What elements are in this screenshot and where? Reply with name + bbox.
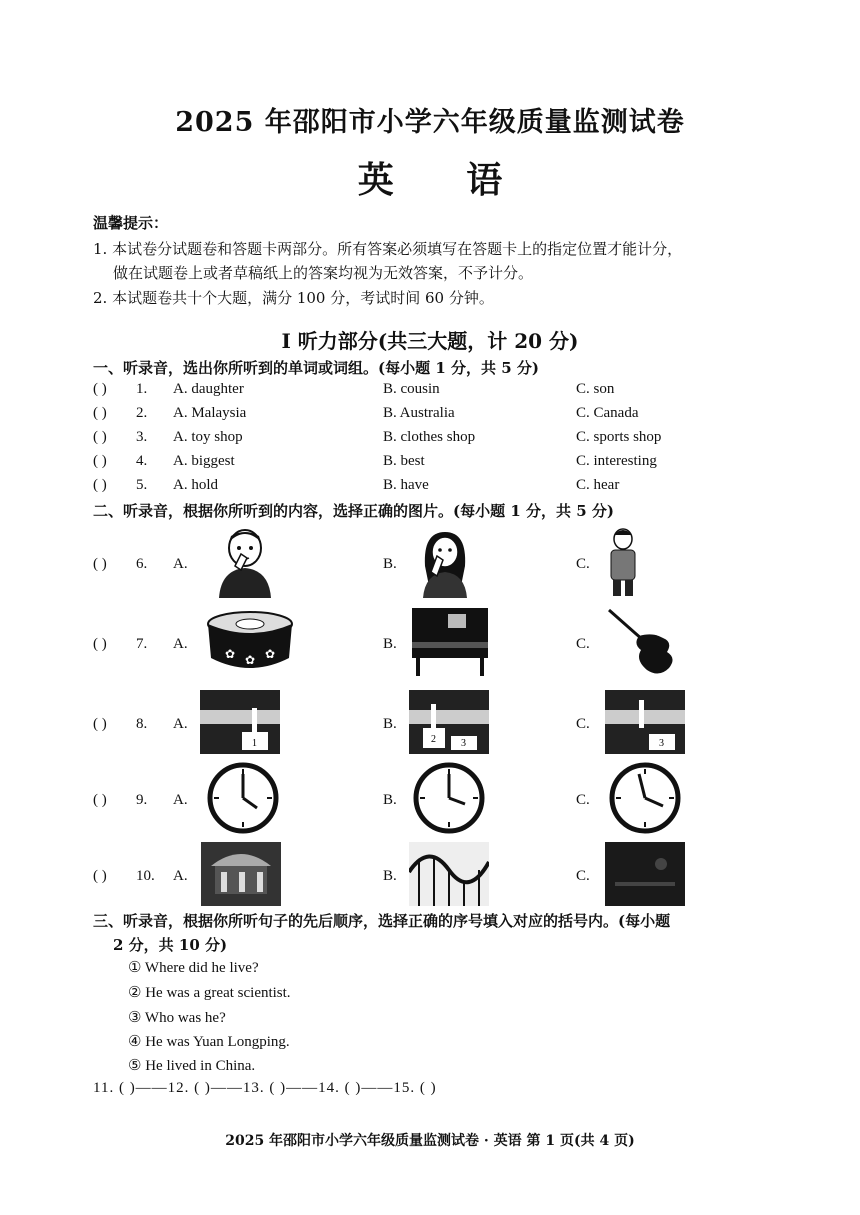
tip-line-1: 1. 本试卷分试题卷和答题卡两部分。所有答案必须填写在答题卡上的指定位置才能计分， <box>93 240 683 258</box>
clock-3-picture[interactable] <box>605 762 685 834</box>
svg-text:✿: ✿ <box>225 647 236 661</box>
answer-paren[interactable]: ( ) <box>93 477 107 493</box>
podium-3-picture[interactable] <box>605 686 685 758</box>
option-c: C. hear <box>576 477 620 493</box>
option-c-label: C. <box>576 636 590 652</box>
picture-question-row <box>93 838 793 910</box>
drum-picture[interactable] <box>205 606 295 678</box>
answer-paren[interactable]: ( ) <box>93 636 107 652</box>
exam-title: 2025 年邵阳市小学六年级质量监测试卷 <box>175 107 685 138</box>
answer-paren[interactable]: ( ) <box>93 453 107 469</box>
option-c: C. sports shop <box>576 429 662 445</box>
question-row <box>93 405 793 429</box>
boy-thinking-picture[interactable] <box>205 526 285 598</box>
option-a: A. biggest <box>173 453 235 469</box>
tip-line-2: 2. 本试题卷共十个大题，满分 100 分，考试时间 60 分钟。 <box>93 289 494 307</box>
option-a: A. Malaysia <box>173 405 247 421</box>
section-3-title-cont: 2 分，共 10 分) <box>113 936 228 954</box>
option-b-label: B. <box>383 792 397 808</box>
question-number: 7. <box>136 636 148 652</box>
option-c: C. Canada <box>576 405 639 421</box>
violin-picture[interactable] <box>603 606 683 678</box>
option-a-label: A. <box>173 636 188 652</box>
svg-text:3: 3 <box>659 738 664 749</box>
question-number: 4. <box>136 453 148 469</box>
dark-room-picture[interactable] <box>605 838 685 910</box>
part-1-title: I 听力部分(共三大题，计 20 分) <box>281 329 579 353</box>
option-c: C. interesting <box>576 453 657 469</box>
section-2-title: 二、听录音，根据你所听到的内容，选择正确的图片。(每小题 1 分，共 5 分) <box>93 502 614 520</box>
section-3-title: 三、听录音，根据你所听句子的先后顺序，选择正确的序号填入对应的括号内。(每小题 <box>93 912 671 930</box>
carousel-picture[interactable] <box>201 838 281 910</box>
option-b: B. cousin <box>383 381 440 397</box>
option-a-label: A. <box>173 556 188 572</box>
sentence-item: ④ He was Yuan Longping. <box>128 1034 290 1050</box>
sentence-item: ① Where did he live? <box>128 960 259 976</box>
podium-1-picture[interactable] <box>200 686 280 758</box>
option-c-label: C. <box>576 556 590 572</box>
option-b: B. best <box>383 453 425 469</box>
tips-heading: 温馨提示： <box>93 214 169 232</box>
answer-paren[interactable]: ( ) <box>93 792 107 808</box>
option-b-label: B. <box>383 556 397 572</box>
piano-picture[interactable] <box>410 606 490 678</box>
svg-text:✿: ✿ <box>265 647 276 661</box>
option-c-label: C. <box>576 716 590 732</box>
option-b-label: B. <box>383 868 397 884</box>
section-1-title: 一、听录音，选出你所听到的单词或词组。(每小题 1 分，共 5 分) <box>93 359 539 377</box>
picture-question-row <box>93 526 793 598</box>
question-row <box>93 381 793 405</box>
picture-question-row <box>93 606 793 678</box>
clock-2-picture[interactable] <box>409 762 489 834</box>
question-number: 1. <box>136 381 148 397</box>
option-c-label: C. <box>576 868 590 884</box>
option-b-label: B. <box>383 716 397 732</box>
question-row <box>93 477 793 501</box>
answer-paren[interactable]: ( ) <box>93 556 107 572</box>
picture-question-row <box>93 762 793 834</box>
option-a: A. daughter <box>173 381 244 397</box>
question-row <box>93 453 793 477</box>
question-number: 8. <box>136 716 148 732</box>
tip-line-1-cont: 做在试题卷上或者草稿纸上的答案均视为无效答案，不予计分。 <box>113 264 534 282</box>
girl-thinking-picture[interactable] <box>405 526 485 598</box>
answer-paren[interactable]: ( ) <box>93 429 107 445</box>
subject-title: 英 语 <box>357 159 533 201</box>
question-number: 9. <box>136 792 148 808</box>
option-a-label: A. <box>173 716 188 732</box>
roller-coaster-picture[interactable] <box>409 838 489 910</box>
page-footer: 2025 年邵阳市小学六年级质量监测试卷 · 英语 第 1 页(共 4 页) <box>225 1133 635 1149</box>
answer-sequence-line[interactable]: 11. ( )——12. ( )——13. ( )——14. ( )——15. ( ) <box>93 1080 437 1096</box>
option-b: B. clothes shop <box>383 429 476 445</box>
question-number: 10. <box>136 868 155 884</box>
option-b: B. Australia <box>383 405 455 421</box>
question-number: 6. <box>136 556 148 572</box>
option-b-label: B. <box>383 636 397 652</box>
sentence-item: ③ Who was he? <box>128 1010 226 1026</box>
podium-2-picture[interactable] <box>409 686 489 758</box>
option-a-label: A. <box>173 868 188 884</box>
answer-paren[interactable]: ( ) <box>93 868 107 884</box>
svg-text:✿: ✿ <box>245 653 256 667</box>
option-a: A. toy shop <box>173 429 243 445</box>
question-number: 5. <box>136 477 148 493</box>
option-c-label: C. <box>576 792 590 808</box>
question-number: 3. <box>136 429 148 445</box>
answer-paren[interactable]: ( ) <box>93 405 107 421</box>
option-b: B. have <box>383 477 429 493</box>
picture-question-row <box>93 686 793 758</box>
svg-text:3: 3 <box>461 738 466 749</box>
option-c: C. son <box>576 381 615 397</box>
sentence-item: ② He was a great scientist. <box>128 985 291 1001</box>
option-a-label: A. <box>173 792 188 808</box>
answer-paren[interactable]: ( ) <box>93 716 107 732</box>
question-number: 2. <box>136 405 148 421</box>
answer-paren[interactable]: ( ) <box>93 381 107 397</box>
svg-text:2: 2 <box>431 734 436 745</box>
question-row <box>93 429 793 453</box>
clock-1-picture[interactable] <box>203 762 283 834</box>
sentence-item: ⑤ He lived in China. <box>128 1058 256 1074</box>
boy-standing-picture[interactable] <box>598 526 648 598</box>
option-a: A. hold <box>173 477 218 493</box>
svg-text:1: 1 <box>252 738 257 749</box>
